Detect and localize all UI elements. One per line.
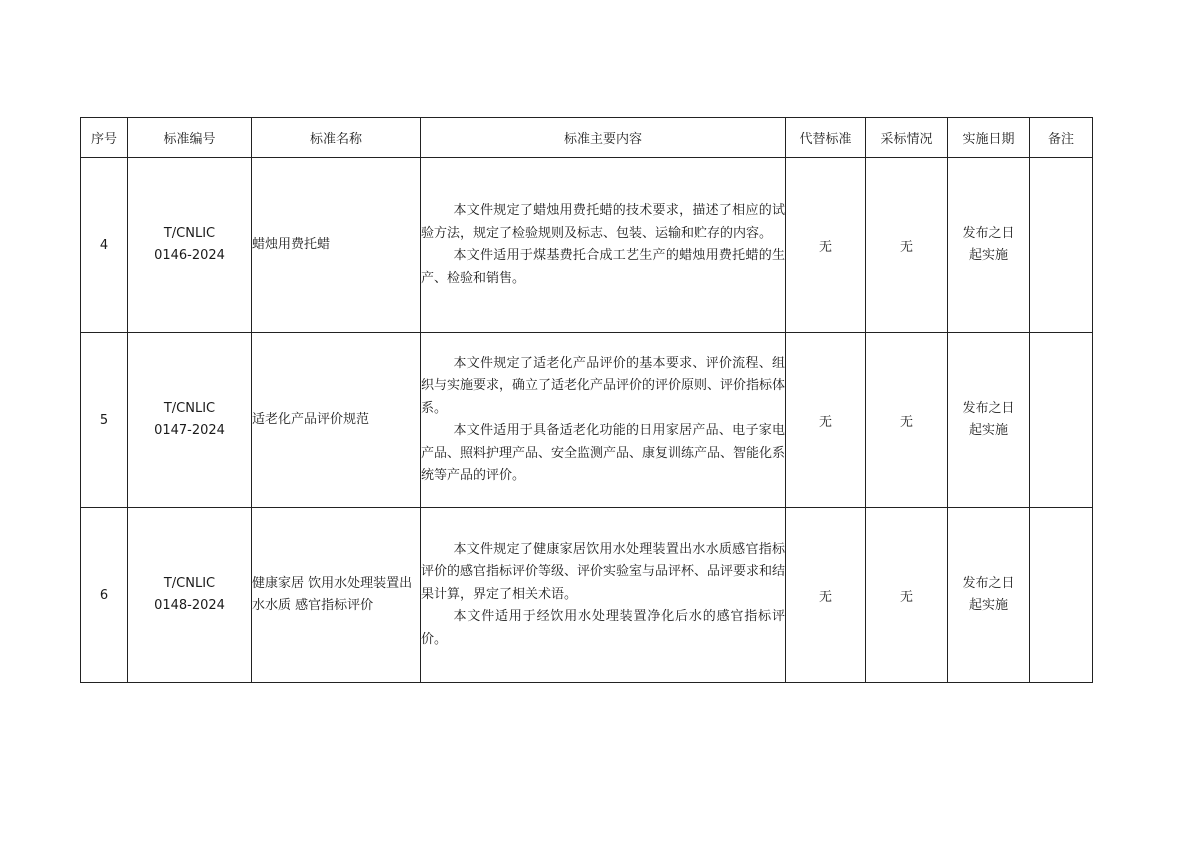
row-replaced-standard: 无 [786, 333, 866, 508]
header-main-content: 标准主要内容 [421, 118, 786, 158]
row-replaced-standard: 无 [786, 158, 866, 333]
row-implementation-date [948, 333, 1030, 508]
code-prefix: T/CNLIC [163, 226, 216, 241]
row-standard-name: 适老化产品评价规范 [252, 333, 421, 508]
date-line-2: 起实施 [968, 423, 1008, 438]
header-implementation-date: 实施日期 [948, 118, 1030, 158]
row-serial: 6 [81, 508, 128, 683]
row-standard-name: 蜡烛用费托蜡 [252, 158, 421, 333]
row-standard-code [128, 508, 252, 683]
code-prefix: T/CNLIC [163, 576, 216, 591]
date-line-1: 发布之日 [962, 401, 1015, 416]
table-row [81, 333, 1093, 508]
row-main-content [421, 158, 786, 333]
content-applicability-paragraph: 本文件适用于具备适老化功能的日用家居产品、电子家电产品、照料护理产品、安全监测产品、康复训练产品、智能化系统等产品的评价。 [421, 423, 786, 483]
header-standard-code: 标准编号 [128, 118, 252, 158]
row-serial: 5 [81, 333, 128, 508]
date-line-2: 起实施 [968, 598, 1008, 613]
content-applicability-paragraph: 本文件适用于煤基费托合成工艺生产的蜡烛用费托蜡的生产、检验和销售。 [421, 248, 785, 286]
code-number: 0147-2024 [154, 423, 225, 438]
row-remarks [1030, 158, 1093, 333]
table-header-row [81, 118, 1093, 158]
table-row [81, 508, 1093, 683]
date-line-1: 发布之日 [962, 226, 1015, 241]
row-main-content [421, 508, 786, 683]
content-scope-paragraph: 本文件规定了适老化产品评价的基本要求、评价流程、组织与实施要求，确立了适老化产品评价的评价原则、评价指标体系。 [421, 355, 786, 416]
row-standard-code [128, 158, 252, 333]
row-serial: 4 [81, 158, 128, 333]
content-scope-paragraph: 本文件规定了健康家居饮用水处理装置出水水质感官指标评价的感官指标评价等级、评价实验室与品评杯、品评要求和结果计算，界定了相关术语。 [421, 541, 786, 602]
content-scope-paragraph: 本文件规定了蜡烛用费托蜡的技术要求，描述了相应的试验方法，规定了检验规则及标志、包装、运输和贮存的内容。 [421, 203, 785, 241]
row-adoption: 无 [866, 333, 948, 508]
row-remarks [1030, 333, 1093, 508]
row-adoption: 无 [866, 508, 948, 683]
row-standard-name: 健康家居 饮用水处理装置出水水质 感官指标评价 [252, 508, 421, 683]
row-implementation-date [948, 508, 1030, 683]
row-standard-code [128, 333, 252, 508]
standards-table [80, 117, 1093, 683]
header-serial: 序号 [81, 118, 128, 158]
header-standard-name: 标准名称 [252, 118, 421, 158]
table-row [81, 158, 1093, 333]
row-adoption: 无 [866, 158, 948, 333]
header-remarks: 备注 [1030, 118, 1093, 158]
row-main-content [421, 333, 786, 508]
header-replaced-standard: 代替标准 [786, 118, 866, 158]
row-implementation-date [948, 158, 1030, 333]
date-line-1: 发布之日 [962, 576, 1015, 591]
row-remarks [1030, 508, 1093, 683]
code-number: 0146-2024 [154, 248, 225, 263]
content-applicability-paragraph: 本文件适用于经饮用水处理装置净化后水的感官指标评价。 [421, 609, 785, 647]
header-adoption: 采标情况 [866, 118, 948, 158]
row-replaced-standard: 无 [786, 508, 866, 683]
code-prefix: T/CNLIC [163, 401, 216, 416]
date-line-2: 起实施 [968, 248, 1008, 263]
code-number: 0148-2024 [154, 598, 225, 613]
